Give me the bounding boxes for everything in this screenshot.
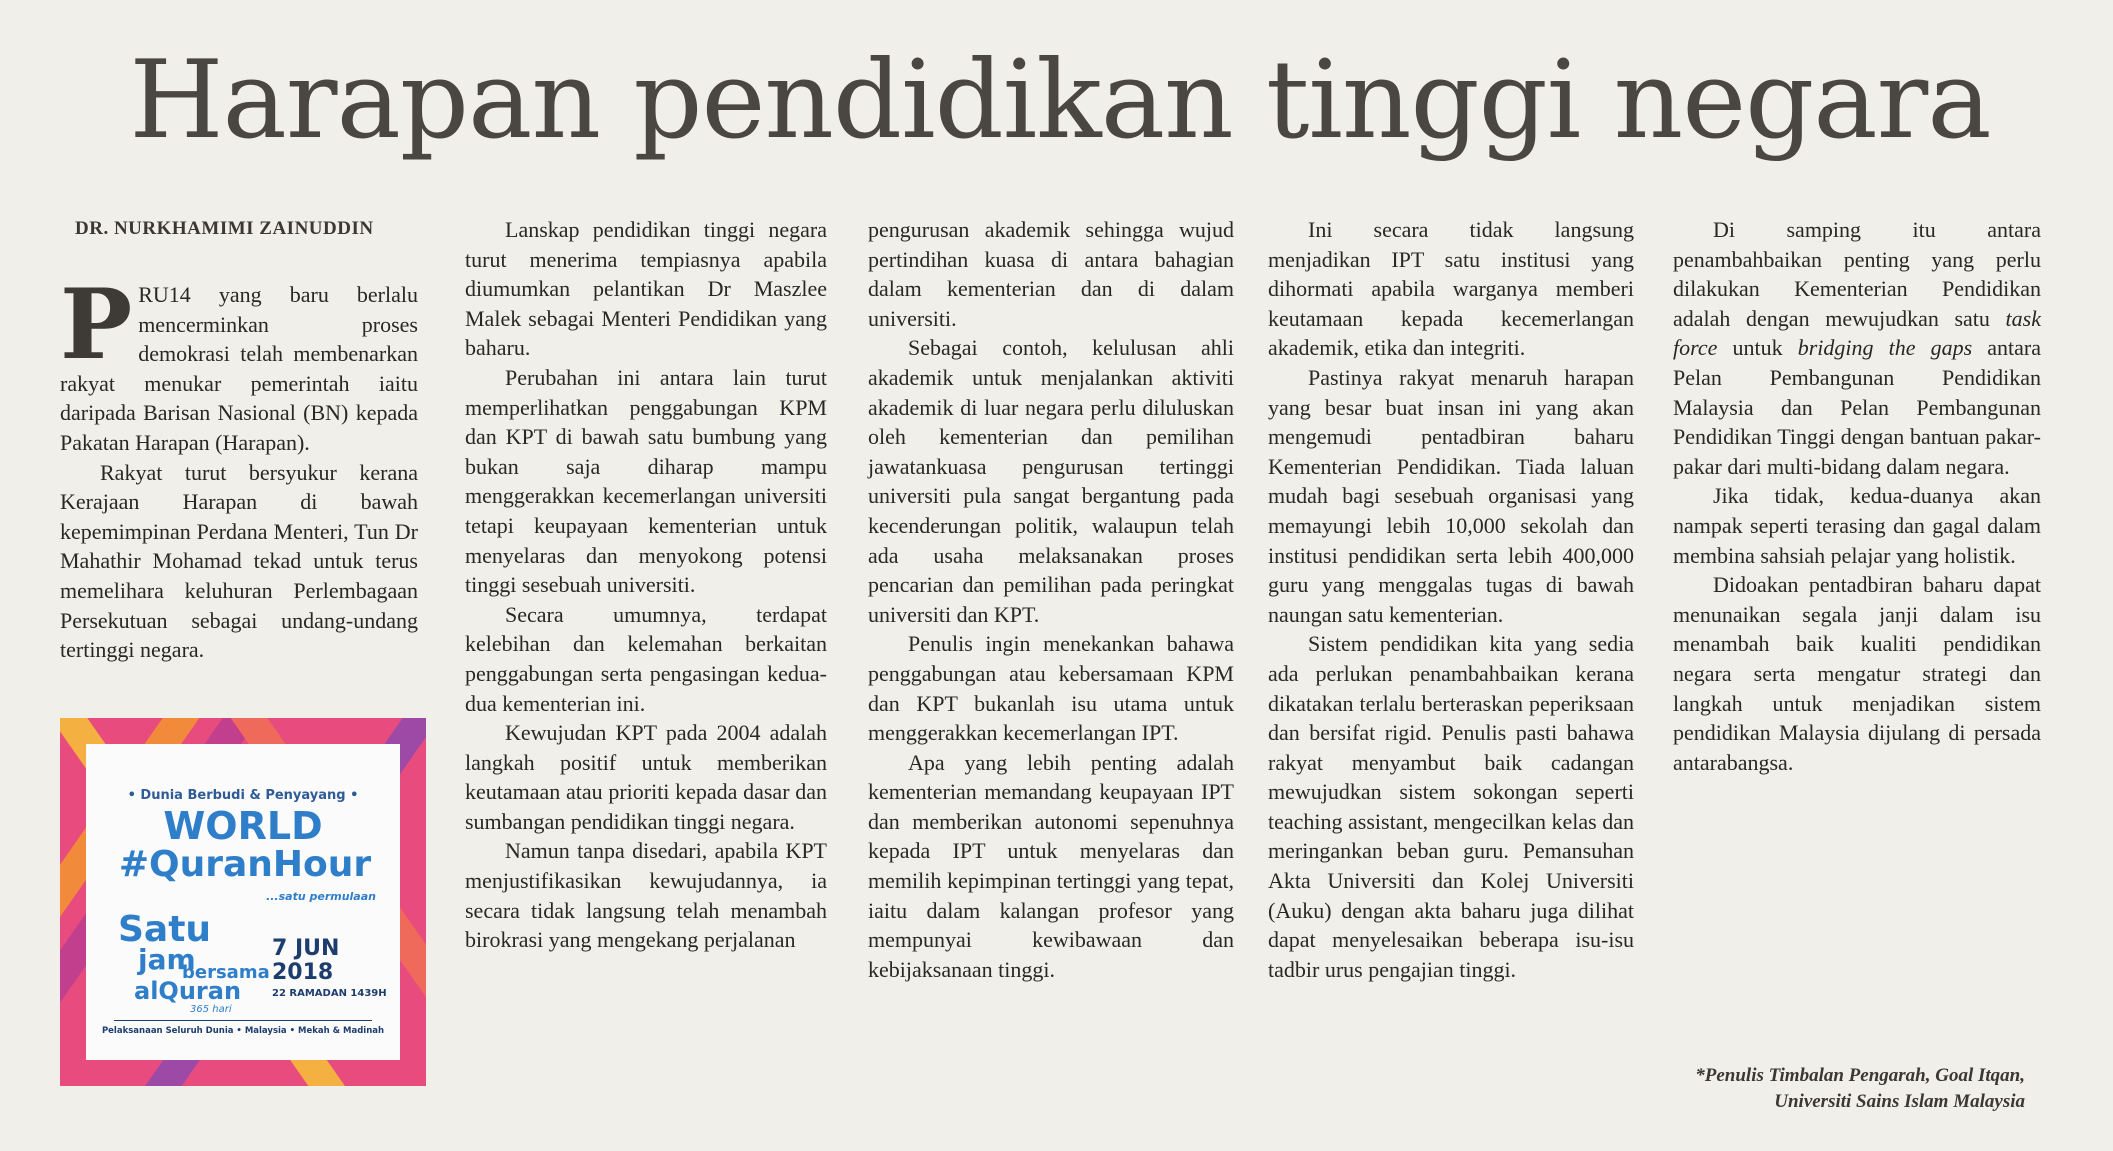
ad-jam: jam [138,943,196,976]
ad-subtitle: ...satu permulaan [266,890,376,903]
byline: DR. NURKHAMIMI ZAINUDDIN [75,218,374,239]
ad-ramadan: 22 RAMADAN 1439H [272,988,387,999]
paragraph-text: untuk [1717,335,1798,361]
paragraph: Perubahan ini antara lain turut memperlihatkan penggabungan KPM dan KPT di bawah satu bumbung yang bukan saja diharap mampu menggerakkan kecemerlangan universiti tetapi keupayaan kementerian untuk menyelaras dan menyokong potensi tinggi sesebuah universiti. [465,364,827,598]
paragraph-text: RU14 yang baru berlalu mencerminkan proses demokrasi telah membenarkan rakyat menukar pemerintah iaitu daripada Barisan Nasional (BN) kepada Pakatan Harapan (Harapan). [60,282,418,455]
author-credit: *Penulis Timbalan Pengarah, Goal Itqan, Universiti Sains Islam Malaysia [1695,1065,2025,1112]
paragraph: Rakyat turut bersyukur kerana Kerajaan Harapan di bawah kepemimpinan Perdana Menteri, Tun Dr Mahathir Mohamad tekad untuk terus memelihara keluhuran Perlembagaan Persekutuan sebagai undang-undang tertinggi negara. [60,459,418,663]
column-3 [868,215,1234,984]
ad-satu: Satu [118,909,212,950]
ad-alquran: alQuran [134,977,242,1005]
paragraph: pengurusan akademik sehingga wujud pertindihan kuasa di antara bahagian dalam kementerian dan di dalam universiti. [868,217,1234,331]
paragraph: Ini secara tidak langsung menjadikan IPT satu institusi yang dihormati apabila warganya memberi keutamaan kepada kecemerlangan akademik, etika dan integriti. [1268,217,1634,361]
paragraph: Lanskap pendidikan tinggi negara turut menerima tempiasnya apabila diumumkan pelantikan Dr Maszlee Malek sebagai Menteri Pendidikan yang baharu. [465,217,827,361]
paragraph-text: Di samping itu antara penambahbaikan penting yang perlu dilakukan Kementerian Pendidikan adalah dengan mewujudkan satu [1673,217,2041,331]
paragraph: Sistem pendidikan kita yang sedia ada perlukan penambahbaikan kerana dikatakan terlalu berteraskan peperiksaan dan bersifat rigid. Penulis pasti bahawa rakyat menyambut baik cadangan mewujudkan sistem sokongan seperti teaching assistant, mengecilkan kelas dan meringankan beban guru. Pemansuhan Akta Universiti dan Kolej Universiti (Auku) dengan akta baharu juga dilihat dapat menyelesaikan beberapa isu-isu tadbir urus pengajian tinggi. [1268,631,1634,982]
quranhour-advert [60,718,426,1086]
ad-bersama: bersama [182,962,270,983]
ad-footer: Pelaksanaan Seluruh Dunia • Malaysia • Mekah & Madinah [101,1026,385,1036]
paragraph: Sebagai contoh, kelulusan ahli akademik untuk menjalankan aktiviti akademik di luar negara perlu diluluskan oleh kementerian dan pemilihan jawatankuasa pengurusan tertinggi universiti pula sangat bergantung pada kecenderungan politik, walaupun telah ada usaha melaksanakan proses pencarian dan pemilihan pada peringkat universiti dan KPT. [868,335,1234,627]
paragraph [60,268,418,458]
column-5 [1673,215,2041,777]
paragraph: Secara umumnya, terdapat kelebihan dan kelemahan berkaitan penggabungan serta pengasingan kedua-dua kementerian ini. [465,601,827,716]
ad-hari: 365 hari [190,1004,232,1015]
drop-cap: P [60,268,133,381]
paragraph: Namun tanpa disedari, apabila KPT menjustifikasikan kewujudannya, ia secara tidak langsung telah menambah birokrasi yang mengekang perjalanan [465,838,827,953]
ad-title-quranhour: #QuranHour [118,844,372,885]
headline: Harapan pendidikan tinggi negara [129,38,1991,163]
ad-title-world: WORLD [163,804,323,848]
paragraph: Kewujudan KPT pada 2004 adalah langkah positif untuk memberikan keutamaan atau prioriti kepada dasar dan sumbangan pendidikan tinggi negara. [465,720,827,834]
paragraph [1673,215,2041,481]
ad-date: 7 JUN [272,936,340,961]
column-4 [1268,215,1634,984]
paragraph: Penulis ingin menekankan bahawa penggabungan atau kebersamaan KPM dan KPT bukanlah isu utama untuk menggerakkan kecemerlangan IPT. [868,631,1234,746]
italic-term: task force [1673,305,2041,361]
ad-tagline: • Dunia Berbudi & Penyayang • [127,788,359,803]
paragraph: Pastinya rakyat menaruh harapan yang besar buat insan ini yang akan mengemudi pentadbiran baharu Kementerian Pendidikan. Tiada laluan mudah bagi sesebuah organisasi yang memayungi lebih 10,000 sekolah dan institusi pendidikan serta lebih 400,000 guru yang menggalas tugas di bawah naungan satu kementerian. [1268,364,1634,627]
ad-divider [114,1020,372,1021]
paragraph-text: antara Pelan Pembangunan Pendidikan Malaysia dan Pelan Pembangunan Pendidikan Tinggi dengan bantuan pakar-pakar dari multi-bidang dalam negara. [1673,335,2041,479]
column-2 [465,215,827,955]
paragraph: Jika tidak, kedua-duanya akan nampak seperti terasing dan gagal dalam membina sahsiah pelajar yang holistik. [1673,483,2041,568]
paragraph: Didoakan pentadbiran baharu dapat menunaikan segala janji dalam isu menambah baik kualiti pendidikan negara serta mengatur strategi dan langkah untuk menjadikan sistem pendidikan Malaysia dijulang di persada antarabangsa. [1673,572,2041,775]
ad-panel [86,744,400,1060]
column-1 [60,268,418,665]
paragraph: Apa yang lebih penting adalah kementerian memandang keupayaan IPT dan memberikan autonomi sepenuhnya kepada IPT untuk menyelaras dan memilih kepimpinan tertinggi yang tepat, iaitu dalam kalangan profesor yang mempunyai kewibawaan dan kebijaksanaan tinggi. [868,749,1234,982]
italic-term: bridging the gaps [1797,335,1973,361]
ad-year: 2018 [272,960,334,985]
